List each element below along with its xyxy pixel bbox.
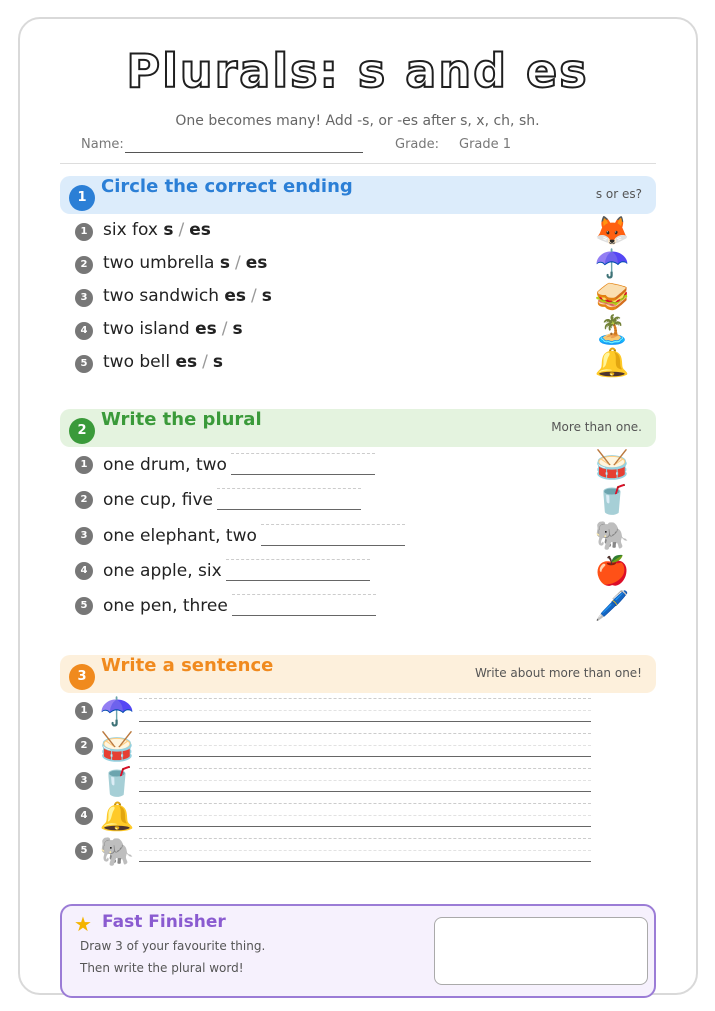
prompt-words: one cup, five: [103, 490, 213, 510]
fast-finisher-box: [60, 904, 656, 998]
prompt-text: [103, 559, 370, 581]
choice-text: [103, 286, 272, 306]
ending-option-b[interactable]: es: [245, 253, 268, 273]
ending-option-b[interactable]: es: [189, 220, 211, 240]
item-number: 3: [75, 289, 93, 307]
item-word: two bell: [103, 352, 171, 372]
section-1-number: 1: [69, 185, 95, 211]
item-word: six fox: [103, 220, 158, 240]
item-word: two umbrella: [103, 253, 215, 273]
option-separator: /: [221, 319, 228, 339]
prompt-words: one apple, six: [103, 561, 222, 581]
star-icon: ★: [74, 912, 92, 936]
sentence-item: [75, 694, 595, 730]
item-number: 4: [75, 562, 93, 580]
item-number: 5: [75, 842, 93, 860]
prompt-text: [103, 594, 376, 616]
item-number: 1: [75, 223, 93, 241]
sentence-write-line[interactable]: [139, 768, 591, 792]
item-number: 4: [75, 807, 93, 825]
pen-icon: 🖊️: [594, 589, 630, 622]
sentence-write-line[interactable]: [139, 698, 591, 722]
cup-icon: 🥤: [99, 765, 135, 798]
item-number: 5: [75, 355, 93, 373]
choice-text: [103, 220, 211, 240]
page-subtitle: One becomes many! Add -s, or -es after s, x, ch, sh.: [175, 113, 540, 129]
item-number: 2: [75, 491, 93, 509]
answer-field[interactable]: [226, 559, 370, 581]
answer-field[interactable]: [261, 524, 405, 546]
ending-option-a[interactable]: s: [163, 220, 174, 240]
item-number: 4: [75, 322, 93, 340]
sentence-item: [75, 729, 595, 765]
section-2-hint: More than one.: [551, 420, 642, 434]
sandwich-icon: 🥪: [594, 280, 630, 313]
ending-option-a[interactable]: es: [175, 352, 198, 372]
sentence-item: [75, 764, 595, 800]
sentence-write-line[interactable]: [139, 733, 591, 757]
section-3-hint: Write about more than one!: [474, 666, 642, 680]
ending-option-a[interactable]: es: [195, 319, 217, 339]
item-word: two sandwich: [103, 286, 219, 306]
section-3-number: 3: [69, 664, 95, 690]
grade-value: Grade 1: [459, 137, 512, 152]
cup-icon: 🥤: [594, 483, 630, 516]
sentence-item: [75, 799, 595, 835]
option-separator: /: [178, 220, 185, 240]
ending-option-a[interactable]: es: [224, 286, 247, 306]
name-label: Name:: [81, 137, 124, 152]
prompt-words: one elephant, two: [103, 526, 257, 546]
item-word: two island: [103, 319, 190, 339]
option-separator: /: [251, 286, 257, 306]
ending-option-a[interactable]: s: [219, 253, 230, 273]
choice-text: [103, 319, 243, 339]
elephant-icon: 🐘: [99, 835, 135, 868]
section-2-header: [60, 409, 656, 447]
prompt-text: [103, 453, 375, 475]
section-2-number: 2: [69, 418, 95, 444]
section-3-title: Write a sentence: [101, 655, 274, 676]
prompt-text: [103, 488, 361, 510]
apple-icon: 🍎: [594, 554, 630, 587]
fox-icon: 🦊: [594, 214, 630, 247]
fast-finisher-instruction-2: Then write the plural word!: [80, 961, 244, 975]
section-3-header: [60, 655, 656, 693]
option-separator: /: [202, 352, 208, 372]
fast-finisher-title: Fast Finisher: [102, 912, 226, 932]
page-title: Plurals: s and es: [126, 44, 589, 98]
item-number: 2: [75, 737, 93, 755]
sentence-write-line[interactable]: [139, 803, 591, 827]
item-number: 3: [75, 527, 93, 545]
item-number: 1: [75, 456, 93, 474]
item-number: 1: [75, 702, 93, 720]
elephant-icon: 🐘: [594, 519, 630, 552]
answer-field[interactable]: [232, 594, 376, 616]
option-separator: /: [234, 253, 241, 273]
umbrella-icon: ☂️: [99, 695, 135, 728]
ending-option-b[interactable]: s: [212, 352, 223, 372]
section-1-header: [60, 176, 656, 214]
bell-icon: 🔔: [594, 346, 630, 379]
drum-icon: 🥁: [594, 448, 630, 481]
answer-field[interactable]: [231, 453, 375, 475]
grade-label: Grade:: [395, 137, 440, 152]
ending-option-b[interactable]: s: [232, 319, 243, 339]
ending-option-b[interactable]: s: [261, 286, 272, 306]
bell-icon: 🔔: [99, 800, 135, 833]
item-number: 3: [75, 772, 93, 790]
drawing-box[interactable]: [434, 917, 648, 985]
item-number: 5: [75, 597, 93, 615]
item-number: 2: [75, 256, 93, 274]
answer-field[interactable]: [217, 488, 361, 510]
name-field[interactable]: [125, 152, 363, 153]
choice-text: [103, 352, 223, 372]
fast-finisher-instruction-1: Draw 3 of your favourite thing.: [80, 939, 266, 953]
choice-text: [103, 253, 267, 273]
section-1-title: Circle the correct ending: [101, 176, 353, 197]
sentence-item: [75, 834, 595, 870]
section-2-title: Write the plural: [101, 409, 262, 430]
drum-icon: 🥁: [99, 730, 135, 763]
section-1-hint: s or es?: [595, 187, 642, 201]
prompt-words: one pen, three: [103, 596, 228, 616]
umbrella-icon: ☂️: [594, 247, 630, 280]
island-icon: 🏝️: [594, 313, 630, 346]
prompt-words: one drum, two: [103, 455, 227, 475]
prompt-text: [103, 524, 405, 546]
sentence-write-line[interactable]: [139, 838, 591, 862]
header-divider: [60, 163, 656, 164]
